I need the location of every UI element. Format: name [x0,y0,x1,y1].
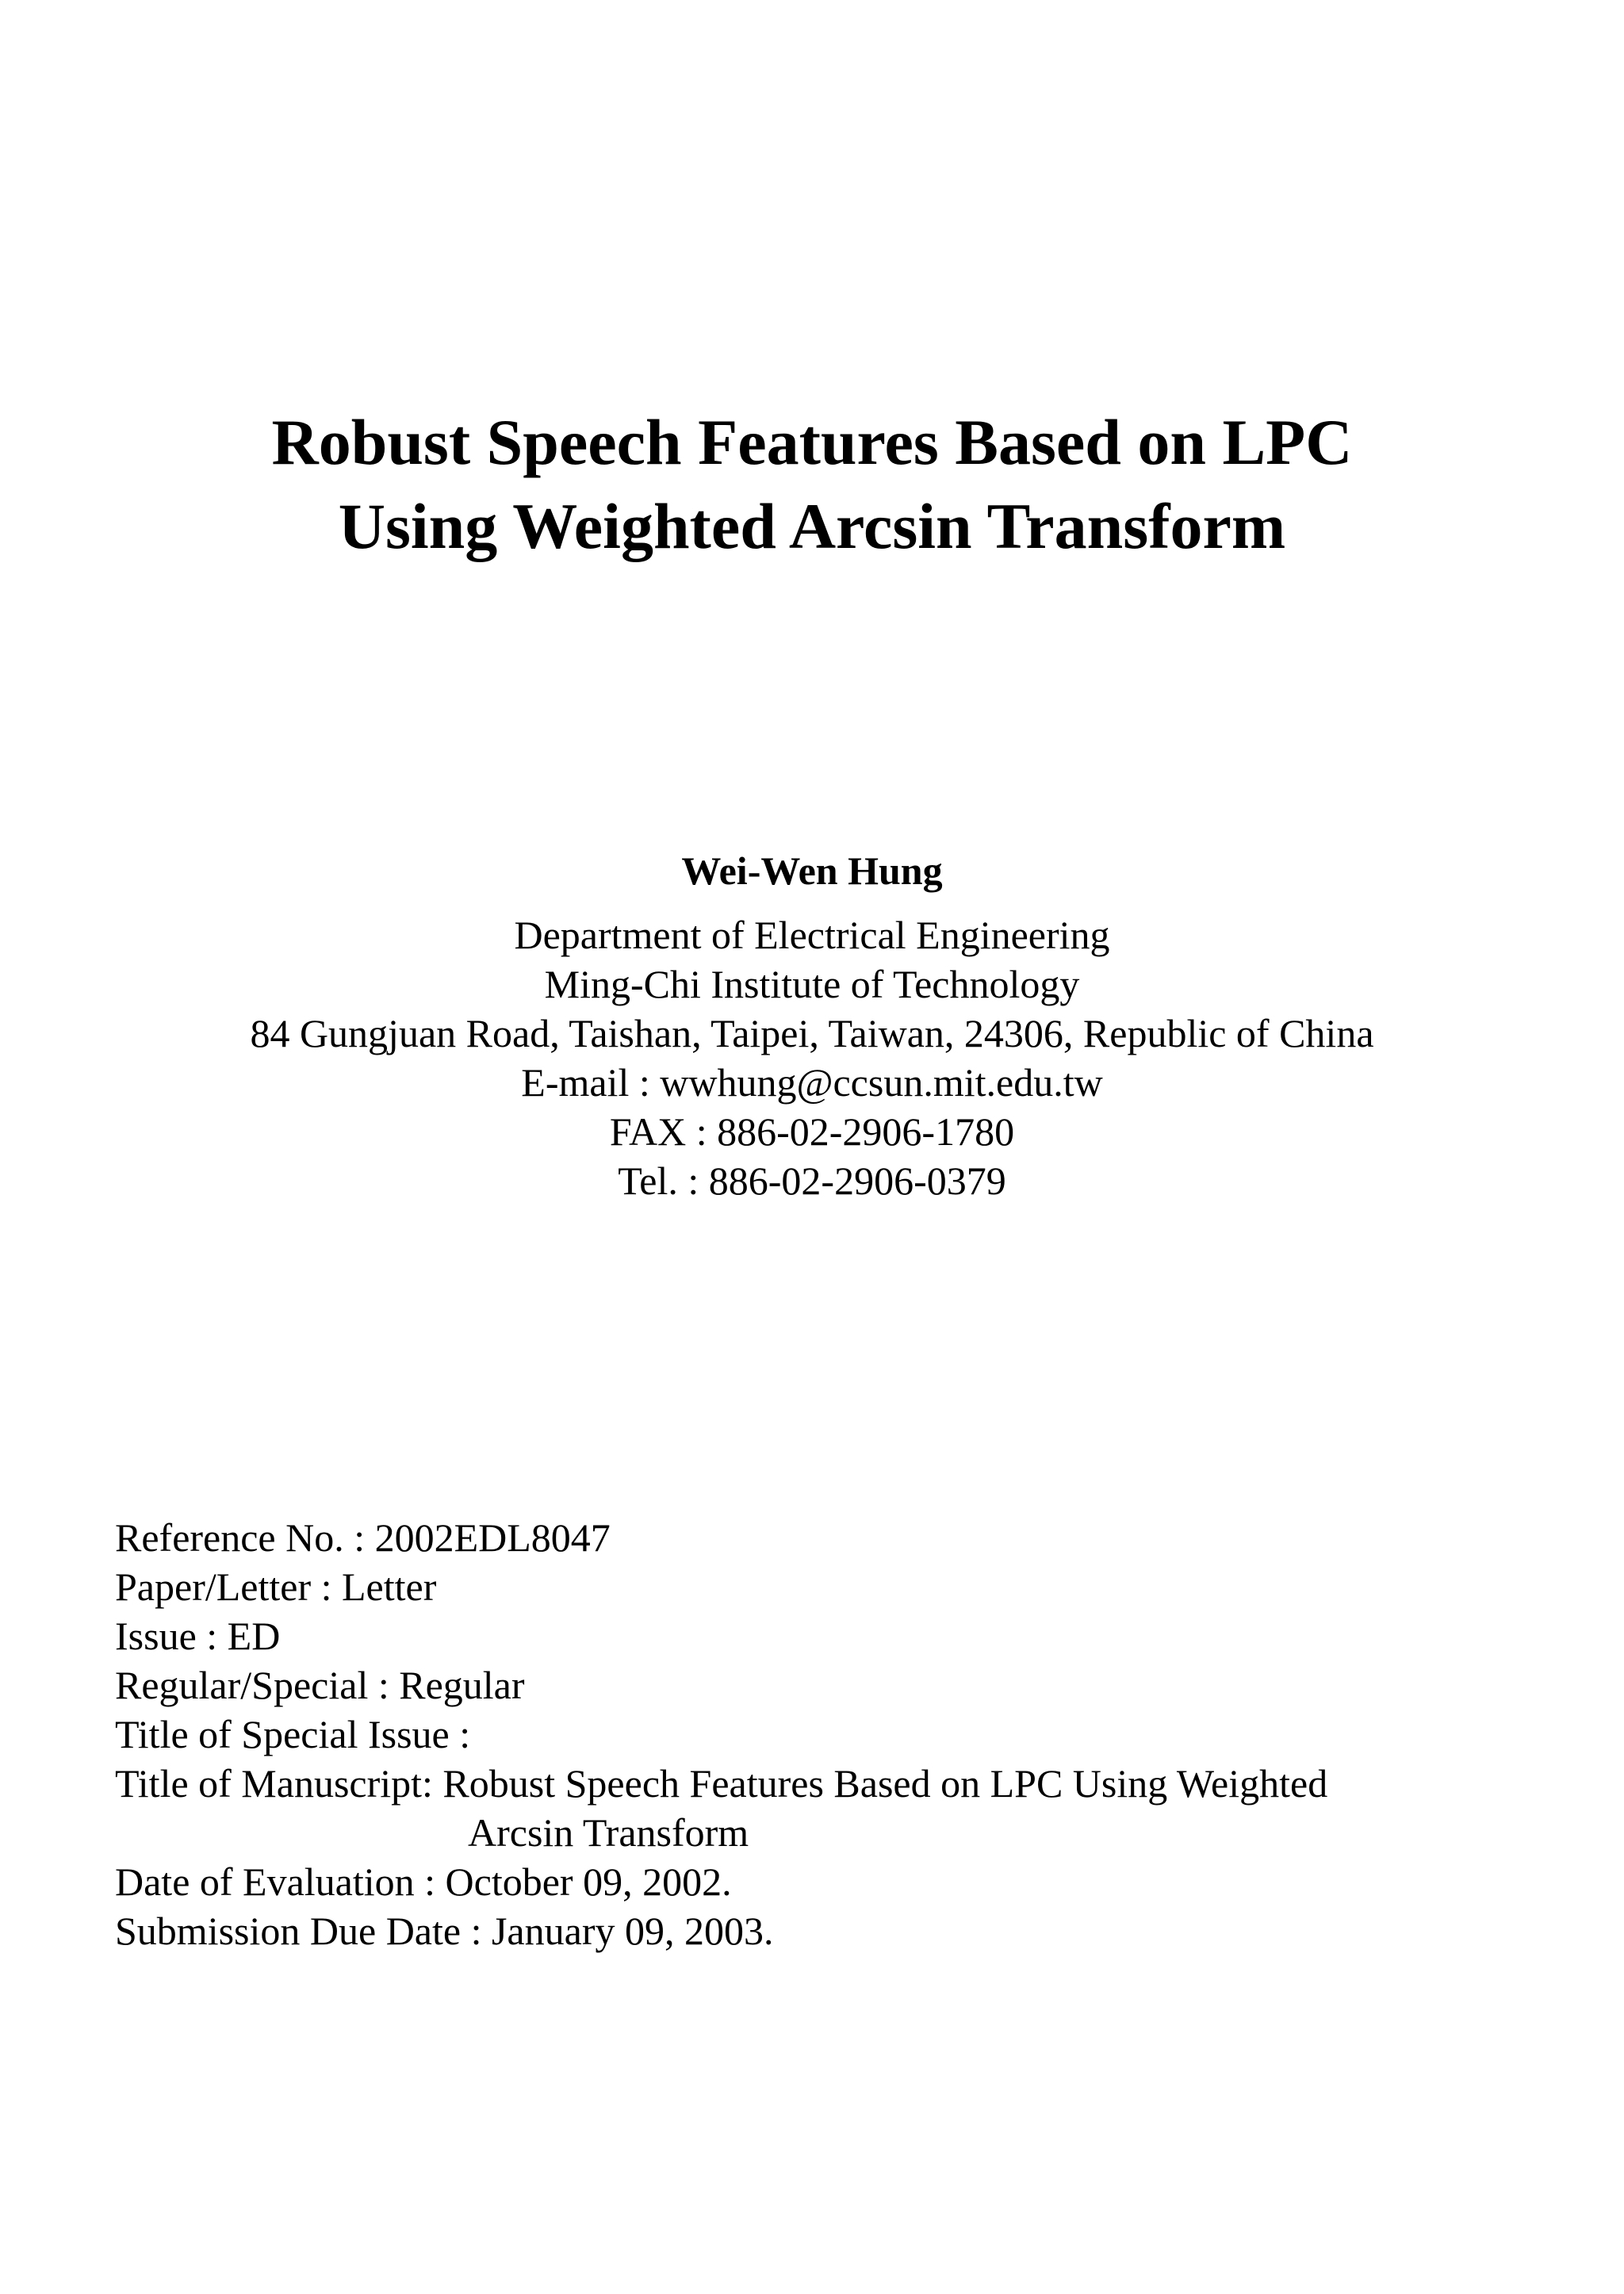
title-line-2: Using Weighted Arcsin Transform [338,490,1286,562]
affiliation-fax: FAX : 886-02-2906-1780 [609,1109,1015,1154]
date-of-evaluation: Date of Evaluation : October 09, 2002. [115,1859,732,1904]
affiliation-email: E-mail : wwhung@ccsun.mit.edu.tw [521,1060,1103,1105]
author-block [0,842,1624,1205]
title-of-manuscript-continued: Arcsin Transform [468,1810,749,1855]
submission-info [115,1513,1542,1955]
author-name: Wei-Wen Hung [681,848,943,893]
issue: Issue : ED [115,1614,281,1658]
affiliation-tel: Tel. : 886-02-2906-0379 [618,1158,1006,1203]
reference-number: Reference No. : 2002EDL8047 [115,1515,611,1560]
title-of-special-issue: Title of Special Issue : [115,1712,471,1756]
title-line-1: Robust Speech Features Based on LPC [271,406,1353,478]
paper-title [0,400,1624,569]
affiliation-department: Department of Electrical Engineering [514,913,1110,957]
affiliation-address: 84 Gungjuan Road, Taishan, Taipei, Taiwan, 24306, Republic of China [250,1011,1374,1055]
paper-letter: Paper/Letter : Letter [115,1564,437,1609]
affiliation-institute: Ming-Chi Institute of Technology [544,962,1080,1006]
regular-special: Regular/Special : Regular [115,1663,525,1707]
submission-due-date: Submission Due Date : January 09, 2003. [115,1909,774,1953]
title-of-manuscript: Title of Manuscript: Robust Speech Features Based on LPC Using Weighted [115,1761,1328,1806]
